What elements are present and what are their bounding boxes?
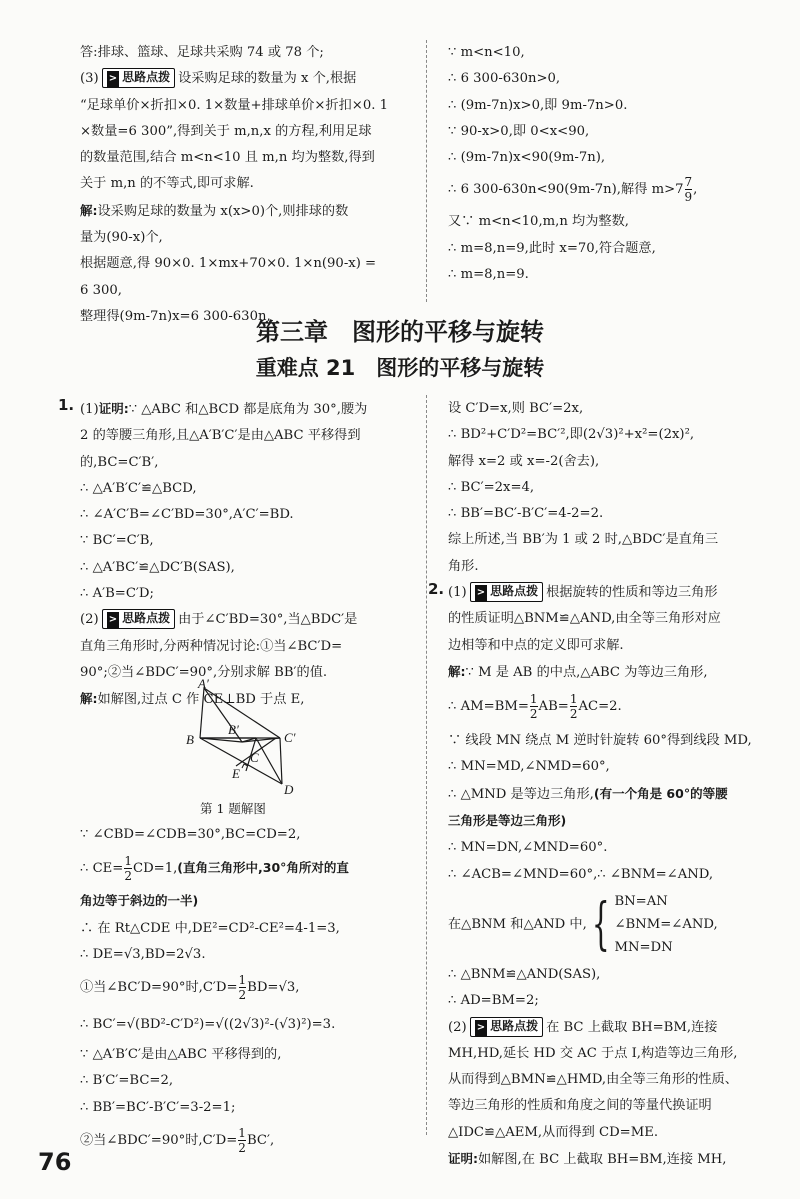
label-C1: C′: [284, 730, 296, 745]
text-line: ∴ MN=MD,∠NMD=60°,: [448, 759, 610, 775]
top-left-column: [80, 40, 416, 330]
solution-label: 解:: [80, 691, 98, 707]
numerator: 1: [529, 692, 538, 707]
text-line: ∴ MN=DN,∠MND=60°.: [448, 840, 608, 856]
hint-badge: [102, 68, 175, 88]
text-line: ∵ m<n<10,: [448, 45, 525, 60]
part-label: (2): [448, 1019, 467, 1035]
text: ,: [693, 182, 698, 198]
arrow-icon: >: [107, 612, 119, 628]
text: ∵ M 是 AB 的中点,△ABC 为等边三角形,: [465, 664, 708, 680]
text-line: 90°;②当∠BDC′=90°,分别求解 BB′的值.: [80, 664, 328, 680]
hint-badge: [470, 582, 543, 602]
text-line: 整理得(9m-7n)x=6 300-630n,: [80, 308, 271, 324]
label-B: B: [186, 732, 194, 747]
text-line: ∴ BC′=√(BD²-C′D²)=√((2√3)²-(√3)²)=3.: [80, 1017, 336, 1033]
text-line: 边相等和中点的定义即可求解.: [448, 637, 624, 653]
text-line: ∴ m=8,n=9.: [448, 267, 529, 283]
text-line: ∴ BB′=BC′-B′C′=4-2=2.: [448, 506, 604, 522]
text-line: 2 的等腰三角形,且△A′B′C′是由△ABC 平移得到: [80, 428, 361, 444]
text-line: 的,BC=C′B′,: [80, 454, 159, 470]
text: 根据旋转的性质和等边三角形: [546, 585, 718, 600]
proof-label: 证明:: [448, 1151, 478, 1167]
text-line: [448, 1146, 782, 1173]
text-line: ∴ (9m-7n)x<90(9m-7n),: [448, 150, 606, 166]
text: BD=√3,: [247, 980, 300, 996]
question-number: 2.: [428, 580, 445, 598]
hint-label: 思路点拨: [490, 584, 539, 598]
text: 由于∠C′BD=30°,当△BDC′是: [178, 612, 358, 628]
arrow-icon: >: [475, 1020, 487, 1036]
text: CD=1,: [133, 861, 178, 877]
text: 在△BNM 和△AND 中,: [448, 916, 587, 932]
text-line: 角形.: [448, 558, 479, 574]
text-line: [80, 607, 416, 633]
text-line: ×数量=6 300”,得到关于 m,n,x 的方程,利用足球: [80, 123, 372, 139]
text-line: ∵ 90-x>0,即 0<x<90,: [448, 123, 590, 139]
fraction: [685, 175, 693, 204]
equation-system-line: [448, 888, 782, 962]
text: 在 BC 上截取 BH=BM,连接: [546, 1019, 718, 1035]
fraction: [239, 973, 247, 1002]
fraction: [570, 692, 578, 721]
text-line: ∴ A′B=C′D;: [80, 586, 154, 602]
text-line: [448, 580, 782, 606]
fraction: [124, 854, 132, 883]
denominator: 2: [569, 707, 578, 722]
text: ①当∠BC′D=90°时,C′D=: [80, 980, 238, 996]
text-line: [448, 659, 782, 686]
equation: MN=DN: [614, 940, 673, 956]
equation: BN=AN: [614, 894, 668, 910]
text-line: 又∵ m<n<10,m,n 均为整数,: [448, 214, 629, 230]
column-divider: [426, 395, 427, 1135]
text-line: [448, 1015, 782, 1041]
text: ∴ CE=: [80, 861, 124, 877]
note: 三角形是等边三角形): [448, 813, 567, 829]
text-line: 关于 m,n 的不等式,即可求解.: [80, 176, 254, 192]
text-line: [448, 781, 782, 808]
section-title: 重难点 21 图形的平移与旋转: [255, 356, 545, 380]
label-B1: B′: [228, 722, 239, 737]
text-line: ∴ 在 Rt△CDE 中,DE²=CD²-CE²=4-1=3,: [80, 920, 340, 936]
numerator: 1: [569, 692, 578, 707]
text-line: ∴ DE=√3,BD=2√3.: [80, 946, 206, 962]
text-line: ∴ AD=BM=2;: [448, 993, 539, 1009]
numerator: 1: [238, 1126, 246, 1141]
text: ∴ 6 300-630n<90(9m-7n),解得 m>7: [448, 182, 684, 198]
text-line: [80, 848, 420, 888]
fraction: [238, 1126, 246, 1155]
text-line: 直角三角形时,分两种情况讨论:①当∠BC′D=: [80, 638, 343, 654]
text: 设采购足球的数量为 x 个,根据: [178, 71, 357, 87]
arrow-icon: >: [475, 585, 487, 601]
q1-left-column-continued: [80, 822, 420, 1161]
text: ∵ △ABC 和△BCD 都是底角为 30°,腰为: [128, 402, 368, 417]
segment-BD: [200, 738, 282, 784]
text-line: 综上所述,当 BB′为 1 或 2 时,△BDC′是直角三: [448, 532, 719, 548]
text-line: ∵ 线段 MN 绕点 M 逆时针旋转 60°得到线段 MD,: [448, 733, 752, 749]
text-line: [448, 808, 782, 835]
text-line: [80, 66, 416, 92]
text-line: ∵ △A′B′C′是由△ABC 平移得到的,: [80, 1047, 282, 1063]
numerator: 1: [124, 854, 132, 869]
denominator: 2: [529, 707, 538, 722]
top-right-column: [448, 40, 778, 288]
part-label: (2): [80, 612, 99, 628]
text: 如解图,过点 C 作 CE⊥BD 于点 E,: [97, 692, 305, 708]
text-line: ∴ △BNM≌△AND(SAS),: [448, 966, 601, 982]
text-line: ∴ BC′=2x=4,: [448, 479, 535, 495]
q1-right-column: [448, 396, 782, 580]
denominator: 2: [238, 1141, 246, 1156]
text-line: “足球单价×折扣×0. 1×数量+排球单价×折扣×0. 1: [80, 97, 388, 113]
page-number: 76: [38, 1148, 72, 1176]
text-line: [80, 198, 416, 225]
question-number: 1.: [58, 396, 75, 414]
text-line: △IDC≌△AEM,从而得到 CD=ME.: [448, 1124, 659, 1140]
text-line: 等边三角形的性质和角度之间的等量代换证明: [448, 1098, 712, 1114]
chapter-title: 第三章 图形的平移与旋转: [256, 318, 544, 346]
q1-left-column: [80, 396, 416, 714]
hint-badge: [470, 1017, 543, 1037]
fraction: [530, 692, 538, 721]
denominator: 9: [684, 190, 693, 205]
segment-C1D: [280, 738, 282, 784]
text-line: ∴ m=8,n=9,此时 x=70,符合题意,: [448, 240, 656, 256]
label-A1: A′: [198, 676, 209, 691]
part-label: (1): [80, 402, 99, 417]
text-line: MH,HD,延长 HD 交 AC 于点 I,构造等边三角形,: [448, 1045, 738, 1061]
text-line: 的数量范围,结合 m<n<10 且 m,n 均为整数,得到: [80, 150, 375, 166]
label-D: D: [284, 782, 294, 796]
text-line: [80, 968, 420, 1008]
segment-A1B: [200, 688, 204, 738]
text: ∴ AM=BM=: [448, 699, 529, 715]
text-line: 6 300,: [80, 282, 122, 298]
text-line: [80, 888, 420, 915]
text: AB=: [538, 699, 569, 715]
solution-label: 解:: [80, 202, 98, 218]
text-line: 解得 x=2 或 x=-2(舍去),: [448, 453, 600, 469]
text-line: 根据题意,得 90×0. 1×mx+70×0. 1×n(90-x) =: [80, 256, 377, 272]
note: (有一个角是 60°的等腰: [593, 785, 728, 801]
q2-column: [448, 580, 782, 1173]
text-line: [448, 171, 778, 209]
text-line: 从而得到△BMN≌△HMD,由全等三角形的性质、: [448, 1072, 738, 1088]
solution-label: 解:: [448, 663, 466, 679]
arrow-icon: >: [107, 71, 119, 87]
text-line: 量为(90-x)个,: [80, 230, 163, 246]
note: 角边等于斜边的一半): [80, 893, 199, 909]
text: AC=2.: [578, 699, 622, 715]
figure-1-diagram: [180, 676, 310, 796]
segment-A1C1: [204, 688, 280, 738]
text-line: ∴ △A′B′C′≌△BCD,: [80, 480, 197, 496]
text-line: [80, 1121, 420, 1161]
column-divider: [426, 40, 427, 302]
equation-system: [614, 890, 717, 959]
text-line: [80, 396, 416, 423]
denominator: 2: [124, 869, 132, 884]
text-line: ∴ (9m-7n)x>0,即 9m-7n>0.: [448, 97, 628, 113]
text: BC′,: [246, 1133, 275, 1149]
text-line: ∴ △A′BC′≌△DC′B(SAS),: [80, 559, 235, 575]
label-E: E: [232, 766, 240, 781]
text-line: ∴ B′C′=BC=2,: [80, 1073, 174, 1089]
numerator: 1: [238, 973, 247, 988]
proof-label: 证明:: [98, 401, 129, 416]
text-line: 设 C′D=x,则 BC′=2x,: [448, 401, 584, 416]
equation: ∠BNM=∠AND,: [614, 917, 718, 933]
text-line: 答:排球、篮球、足球共采购 74 或 78 个;: [80, 45, 324, 60]
text-line: ∴ ∠ACB=∠MND=60°,∴ ∠BNM=∠AND,: [448, 866, 714, 882]
figure-caption: 第 1 题解图: [200, 801, 266, 816]
text: 设采购足球的数量为 x(x>0)个,则排球的数: [97, 203, 349, 219]
text-line: ∴ ∠A′C′B=∠C′BD=30°,A′C′=BD.: [80, 507, 294, 523]
hint-badge: [102, 609, 175, 629]
text: ∴ △MND 是等边三角形,: [448, 786, 594, 802]
text: ②当∠BDC′=90°时,C′D=: [80, 1133, 238, 1149]
hint-label: 思路点拨: [490, 1018, 539, 1033]
text-line: ∵ ∠CBD=∠CDB=30°,BC=CD=2,: [80, 827, 301, 842]
note: (直角三角形中,30°角所对的直: [177, 860, 349, 876]
brace-icon: {: [591, 891, 610, 957]
part-label: (1): [448, 585, 467, 600]
part-label: (3): [80, 71, 99, 87]
text-line: ∵ BC′=C′B,: [80, 533, 154, 549]
hint-label: 思路点拨: [122, 70, 171, 85]
text-line: ∴ 6 300-630n>0,: [448, 71, 561, 87]
label-C: C: [250, 750, 259, 765]
hint-label: 思路点拨: [122, 611, 171, 626]
denominator: 2: [238, 988, 247, 1003]
numerator: 7: [684, 175, 693, 190]
text-line: [448, 686, 782, 728]
text: 如解图,在 BC 上截取 BH=BM,连接 MH,: [478, 1152, 727, 1168]
text-line: 的性质证明△BNM≌△AND,由全等三角形对应: [448, 611, 721, 627]
text-line: ∴ BD²+C′D²=BC′²,即(2√3)²+x²=(2x)²,: [448, 427, 695, 443]
text-line: ∴ BB′=BC′-B′C′=3-2=1;: [80, 1099, 236, 1115]
